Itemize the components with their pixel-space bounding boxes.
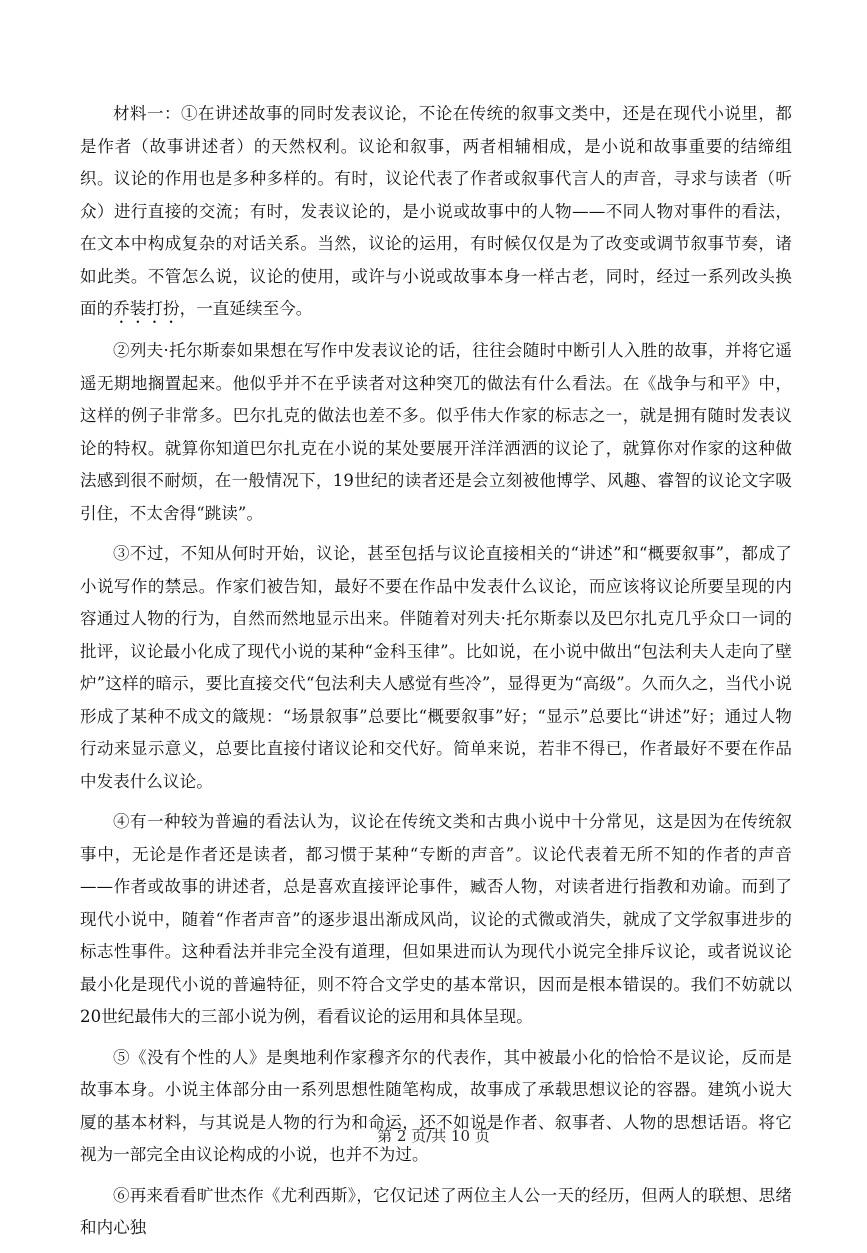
paragraph-4: ④有一种较为普遍的看法认为，议论在传统文类和古典小说中十分常见，这是因为在传统叙事中，无论是作者还是读者，都习惯于某种“专断的声音”。议论代表着无所不知的作者的声音——作者或故事的讲述者，总是喜欢直接评论事件，臧否人物，对读者进行指教和劝谕。而到了现代小说中，随着“作者声音”的逐步退出渐成风尚，议论的式微或消失，就成了文学叙事进步的标志性事件。这种看法并非完全没有道理，但如果进而认为现代小说完全排斥议论，或者说议论最小化是现代小说的普遍特征，则不符合文学史的基本常识，因而是根本错误的。我们不妨就以20世纪最伟大的三部小说为例，看看议论的运用和具体呈现。: [80, 812, 792, 1026]
paragraph-1-text: 材料一：①在讲述故事的同时发表议论，不论在传统的叙事文类中，还是在现代小说里，都是作者（故事讲述者）的天然权利。议论和叙事，两者相辅相成，是小说和故事重要的结缔组织。议论的作用也是多种多样的。有时，议论代表了作者或叙事代言人的声音，寻求与读者（听众）进行直接的交流；有时，发表议论的，是小说或故事中的人物——不同人物对事件的看法，在文本中构成复杂的对话关系。当然，议论的运用，有时候仅仅是为了改变或调节叙事节奏，诸如此类。不管怎么说，议论的使用，或许与小说或故事本身一样古老，同时，经过一系列改头换面的: [80, 104, 792, 318]
emphasized-phrase: 乔装打扮: [113, 299, 180, 318]
paragraph-2: ②列夫·托尔斯泰如果想在写作中发表议论的话，往往会随时中断引人入胜的故事，并将它遥遥无期地搁置起来。他似乎并不在乎读者对这种突兀的做法有什么看法。在《战争与和平》中，这样的例子非常多。巴尔扎克的做法也差不多。似乎伟大作家的标志之一，就是拥有随时发表议论的特权。就算你知道巴尔扎克在小说的某处要展开洋洋洒洒的议论了，就算你对作家的这种做法感到很不耐烦，在一般情况下，19世纪的读者还是会立刻被他博学、风趣、睿智的议论文字吸引住，不太舍得“跳读”。: [80, 341, 792, 523]
paragraph-6: ⑥再来看看旷世杰作《尤利西斯》，它仅记述了两位主人公一天的经历，但两人的联想、思绪和内心独: [80, 1185, 792, 1237]
paragraph-3: ③不过，不知从何时开始，议论，甚至包括与议论直接相关的“讲述”和“概要叙事”，都成了小说写作的禁忌。作家们被告知，最好不要在作品中发表什么议论，而应该将议论所要呈现的内容通过人物的行为，自然而然地显示出来。伴随着对列夫·托尔斯泰以及巴尔扎克几乎众口一词的批评，议论最小化成了现代小说的某种“金科玉律”。比如说，在小说中做出“包法利夫人走向了壁炉”这样的暗示，要比直接交代“包法利夫人感觉有些冷”，显得更为“高级”。久而久之，当代小说形成了某种不成文的箴规：“场景叙事”总要比“概要叙事”好；“显示”总要比“讲述”好；通过人物行动来显示意义，总要比直接付诸议论和交代好。简单来说，若非不得已，作者最好不要在作品中发表什么议论。: [80, 544, 792, 791]
page-number-footer: 第 2 页/共 10 页: [377, 1127, 490, 1145]
paragraph-5: ⑤《没有个性的人》是奥地利作家穆齐尔的代表作，其中被最小化的恰恰不是议论，反而是故事本身。小说主体部分由一系列思想性随笔构成，故事成了承载思想议论的容器。建筑小说大厦的基本材料，与其说是人物的行为和命运，还不如说是作者、叙事者、人物的思想话语。将它视为一部完全由议论构成的小说，也并不为过。: [80, 1047, 792, 1164]
paragraph-1-tail: ，一直延续至今。: [179, 299, 313, 318]
paragraph-1: [80, 98, 792, 327]
article-body: [80, 98, 792, 1253]
